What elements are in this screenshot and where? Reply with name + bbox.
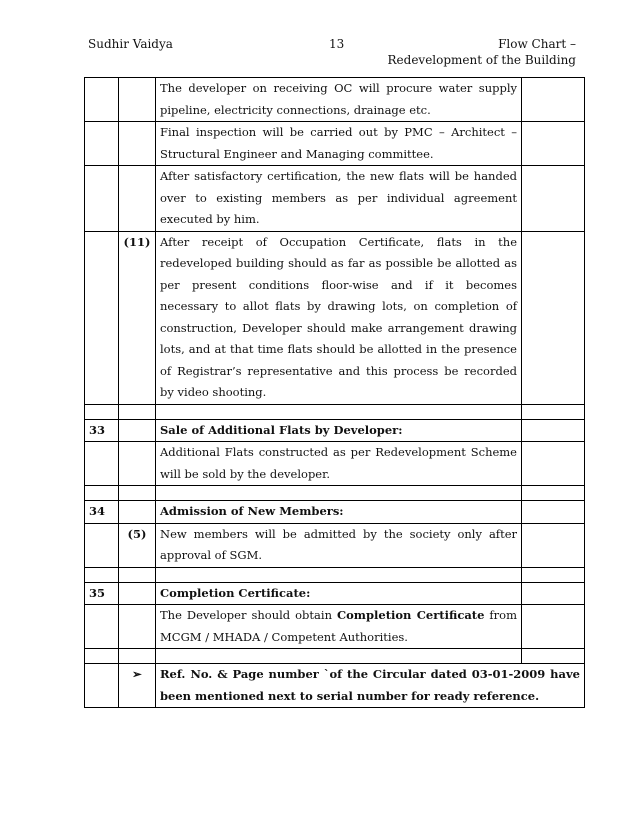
section-row (85, 419, 585, 442)
row-text: New members will be admitted by the society only after approval of SGM. (156, 523, 522, 567)
table-row (85, 605, 585, 649)
section-row (85, 582, 585, 605)
note-row (85, 664, 585, 708)
row-text: Additional Flats constructed as per Redevelopment Scheme will be sold by the developer. (156, 442, 522, 486)
table-row (85, 523, 585, 567)
section-number: 33 (85, 419, 119, 442)
blank-row (85, 649, 585, 664)
header-title-line1: Flow Chart – (498, 37, 576, 51)
row-text: After satisfactory certification, the new flats will be handed over to existing members as per individual agreement executed by him. (156, 166, 522, 232)
table-row (85, 78, 585, 122)
page-number: 13 (329, 37, 345, 51)
header-title (388, 36, 577, 68)
note-text: Ref. No. & Page number `of the Circular dated 03-01-2009 have been mentioned next to serial number for ready reference. (156, 664, 585, 708)
text-bold: Completion Certificate (336, 608, 485, 622)
flow-table (84, 77, 585, 708)
table-row (85, 231, 585, 404)
section-row (85, 501, 585, 524)
section-title: Admission of New Members: (156, 501, 522, 524)
section-title: Sale of Additional Flats by Developer: (156, 419, 522, 442)
row-text: After receipt of Occupation Certificate, flats in the redeveloped building should as far as possible be allotted as per present conditions floor-wise and if it becomes necessary to allot flats by drawing lots, on completion of construction, Developer should make arrangement drawing lots, and at that time flats should be allotted in the presence of Registrar’s representative and this process be recorded by video shooting. (156, 231, 522, 404)
row-text (156, 605, 522, 649)
section-number: 35 (85, 582, 119, 605)
blank-row (85, 567, 585, 582)
header-title-line2: Redevelopment of the Building (387, 53, 576, 67)
arrow-bullet-icon: ➢ (119, 664, 156, 708)
text-pre: The Developer should obtain (160, 608, 337, 622)
blank-row (85, 486, 585, 501)
text-post: from MCGM / MHADA / Competent Authorities. (160, 608, 517, 644)
sub-number: (5) (119, 523, 156, 567)
row-text: Final inspection will be carried out by PMC – Architect – Structural Engineer and Managing committee. (156, 122, 522, 166)
blank-row (85, 404, 585, 419)
table-row (85, 166, 585, 232)
section-number: 34 (85, 501, 119, 524)
table-row (85, 442, 585, 486)
header-author: Sudhir Vaidya (88, 37, 173, 51)
section-title: Completion Certificate: (156, 582, 522, 605)
sub-number: (11) (119, 231, 156, 404)
table-row (85, 122, 585, 166)
row-text: The developer on receiving OC will procure water supply pipeline, electricity connections, drainage etc. (156, 78, 522, 122)
